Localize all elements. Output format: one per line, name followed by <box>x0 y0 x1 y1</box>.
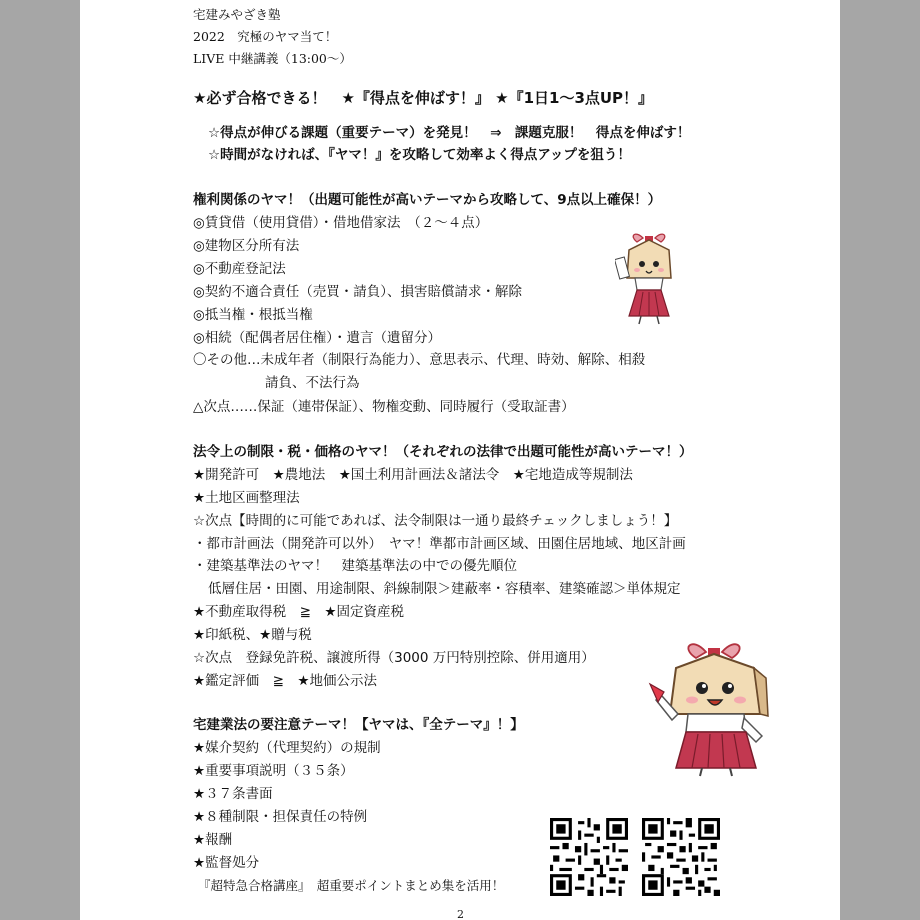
page-number: 2 <box>457 908 464 920</box>
business-item: ★監督処分 <box>193 855 260 871</box>
business-item: ★報酬 <box>193 832 233 848</box>
laws-item: ★開発許可 ★農地法 ★国土利用計画法＆諸法令 ★宅地造成等規制法 <box>193 467 633 483</box>
school-name: 宅建みやざき塾 <box>193 7 281 22</box>
business-item: ★８種制限・担保責任の特例 <box>193 809 368 825</box>
rights-item: ◎不動産登記法 <box>193 261 286 277</box>
laws-item: ★不動産取得税 ≧ ★固定資産税 <box>193 604 405 620</box>
laws-item: ☆次点 登録免許税、譲渡所得（3000 万円特別控除、併用適用） <box>193 650 595 666</box>
live-lecture-info: LIVE 中継講義（13:00〜） <box>193 51 352 66</box>
rights-item: ◎賃貸借（使用貸借）・借地借家法 （２〜４点） <box>193 215 489 231</box>
rights-item: 〇その他…未成年者（制限行為能力）、意思表示、代理、時効、解除、相殺 <box>193 352 646 368</box>
rights-section-title: 権利関係のヤマ！（出題可能性が高いテーマから攻略して、9点以上確保！） <box>193 192 662 208</box>
laws-item: ・都市計画法（開発許可以外） ヤマ！準都市計画区域、田園住居地域、地区計画 <box>193 536 686 552</box>
laws-item-continued: 低層住居・田園、用途制限、斜線制限＞建蔽率・容積率、建築確認＞単体規定 <box>208 581 681 597</box>
rights-item: ◎相続（配偶者居住権）・遺言（遺留分） <box>193 330 442 346</box>
business-item: ★重要事項説明（３５条） <box>193 763 354 779</box>
intro-line-1: ☆得点が伸びる課題（重要テーマ）を発見！ ⇒ 課題克服！ 得点を伸ばす！ <box>208 125 691 141</box>
qr-code-2[interactable] <box>642 818 720 896</box>
laws-item: ★鑑定評価 ≧ ★地価公示法 <box>193 673 378 689</box>
rights-item: ◎建物区分所有法 <box>193 238 300 254</box>
mascot-illustration-small <box>615 228 685 328</box>
headline: ★必ず合格できる！ ★『得点を伸ばす！』 ★『1日1〜3点UP！』 <box>193 89 654 107</box>
qr-code-1[interactable] <box>550 818 628 896</box>
course-title: 2022 究極のヤマ当て！ <box>193 29 338 44</box>
business-item: ★３７条書面 <box>193 786 273 802</box>
laws-section-title: 法令上の制限・税・価格のヤマ！（それぞれの法律で出題可能性が高いテーマ！） <box>193 444 693 460</box>
business-section-title: 宅建業法の要注意テーマ！【ヤマは、『全テーマ』！】 <box>193 717 524 733</box>
laws-item: ★印紙税、★贈与税 <box>193 627 312 643</box>
laws-item: ☆次点【時間的に可能であれば、法令制限は一通り最終チェックしましょう！】 <box>193 513 678 529</box>
rights-item: △次点……保証（連帯保証）、物権変動、同時履行（受取証書） <box>193 399 575 415</box>
rights-item: ◎契約不適合責任（売買・請負）、損害賠償請求・解除 <box>193 284 523 300</box>
laws-item: ・建築基準法のヤマ！ 建築基準法の中での優先順位 <box>193 558 517 574</box>
document-page <box>80 0 840 920</box>
footer-note: 『超特急合格講座』 超重要ポイントまとめ集を活用！ <box>198 878 505 893</box>
mascot-illustration-large <box>648 628 788 778</box>
intro-line-2: ☆時間がなければ、『ヤマ！』を攻略して効率よく得点アップを狙う！ <box>208 147 631 163</box>
rights-item: ◎抵当権・根抵当権 <box>193 307 313 323</box>
laws-item: ★土地区画整理法 <box>193 490 300 506</box>
business-item: ★媒介契約（代理契約）の規制 <box>193 740 381 756</box>
rights-item-continued: 請負、不法行為 <box>265 375 360 391</box>
